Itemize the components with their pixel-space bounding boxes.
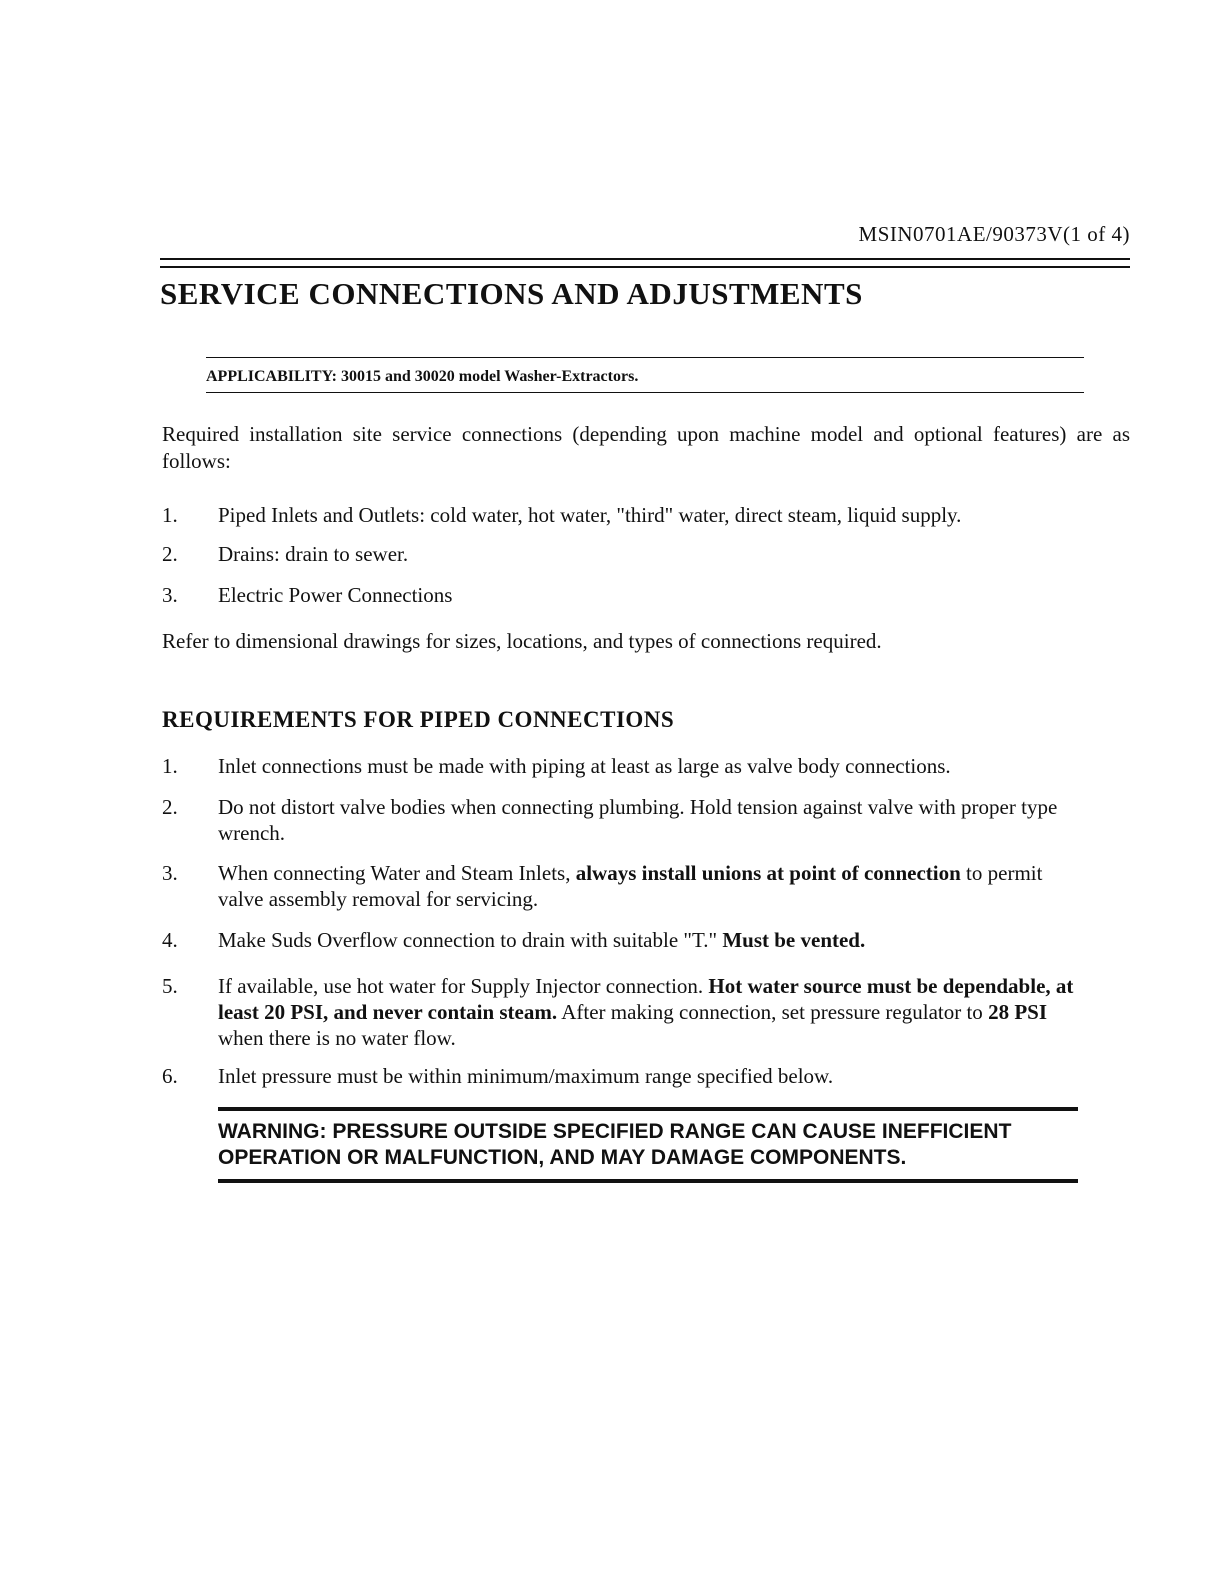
document-id: MSIN0701AE/90373V(1 of 4) — [858, 222, 1130, 246]
item-number: 3. — [162, 583, 178, 607]
item-number: 1. — [162, 503, 178, 527]
item-text — [218, 927, 1092, 953]
item-text-part: After making connection, set pressure regulator to — [557, 1000, 989, 1024]
item-number: 2. — [162, 542, 178, 566]
item-text-part: Make Suds Overflow connection to drain with suitable "T." — [218, 928, 723, 952]
item-text: Electric Power Connections — [218, 583, 453, 607]
item-text-part: to permit valve assembly removal for servicing. — [218, 861, 1043, 911]
item-text: Inlet connections must be made with piping at least as large as valve body connections. — [218, 754, 951, 778]
item-bold-text: Must be vented. — [722, 928, 866, 952]
item-text: Inlet pressure must be within minimum/maximum range specified below. — [218, 1064, 834, 1088]
applicability-text: APPLICABILITY: 30015 and 30020 model Washer-Extractors. — [206, 368, 639, 385]
item-text — [218, 973, 1092, 1051]
item-number: 5. — [162, 974, 178, 998]
page-title: SERVICE CONNECTIONS AND ADJUSTMENTS — [160, 276, 863, 311]
item-text-part: When connecting Water and Steam Inlets, — [218, 861, 576, 885]
item-number: 4. — [162, 928, 178, 952]
refer-paragraph: Refer to dimensional drawings for sizes, locations, and types of connections required. — [162, 629, 882, 653]
item-text-part: If available, use hot water for Supply Injector connection. — [218, 974, 709, 998]
warning-text: WARNING: PRESSURE OUTSIDE SPECIFIED RANGE CAN CAUSE INEFFICIENT OPERATION OR MALFUNCTION, AND MAY DAMAGE COMPONENTS. — [218, 1120, 1012, 1169]
item-bold-text: 28 PSI — [988, 1000, 1047, 1024]
item-bold-text: Hot water source must be dependable, at least 20 PSI, and never contain steam. — [218, 974, 1074, 1024]
section-heading: REQUIREMENTS FOR PIPED CONNECTIONS — [162, 707, 675, 732]
intro-paragraph: Required installation site service connections (depending upon machine model and optional features) are as follows: — [162, 422, 1130, 473]
applicability-box — [206, 357, 1084, 393]
item-number: 1. — [162, 754, 178, 778]
item-text: Piped Inlets and Outlets: cold water, hot water, "third" water, direct steam, liquid supply. — [218, 503, 962, 527]
item-number: 2. — [162, 795, 178, 819]
item-text-part: when there is no water flow. — [218, 1026, 456, 1050]
item-text — [218, 860, 1092, 912]
item-text: Do not distort valve bodies when connecting plumbing. Hold tension against valve with proper type wrench. — [218, 795, 1058, 845]
warning-box — [218, 1107, 1078, 1183]
item-number: 3. — [162, 861, 178, 885]
header-double-rule — [160, 258, 1130, 268]
item-number: 6. — [162, 1064, 178, 1088]
item-bold-text: always install unions at point of connection — [575, 861, 961, 885]
item-text: Drains: drain to sewer. — [218, 542, 409, 566]
